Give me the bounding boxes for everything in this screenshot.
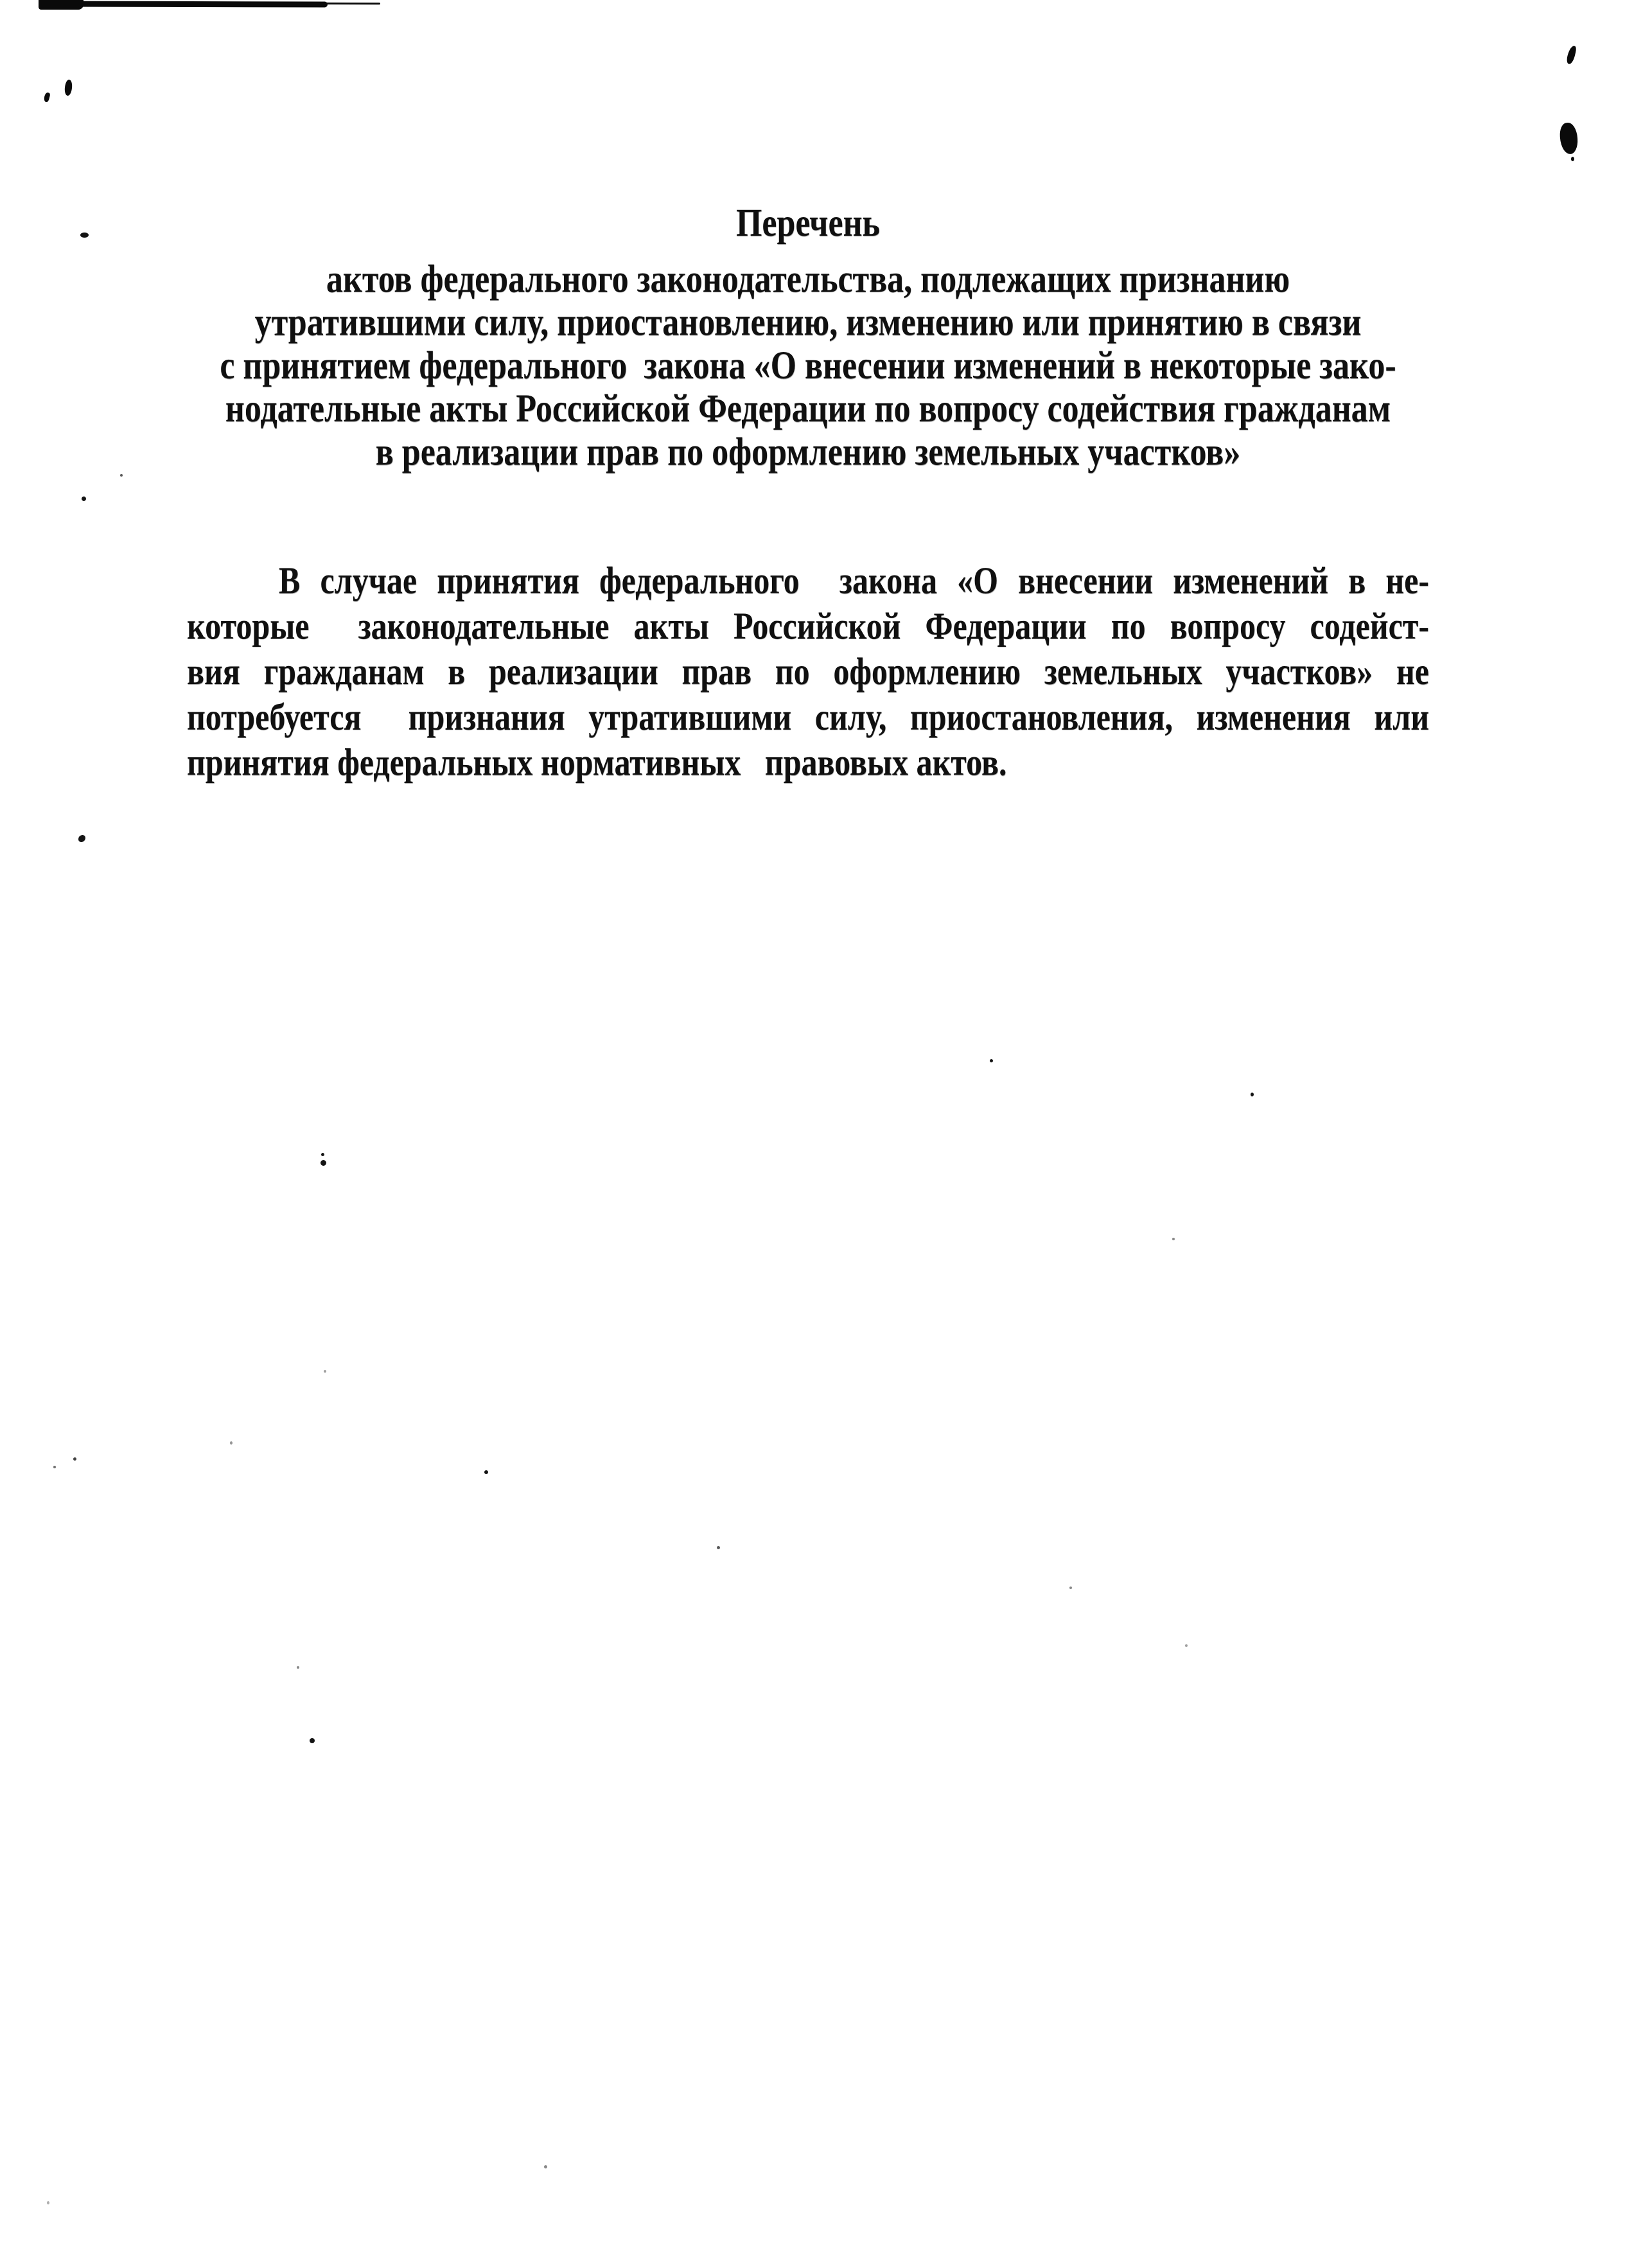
- ink-speck: [297, 1666, 299, 1669]
- ink-speck: [78, 835, 85, 842]
- ink-speck: [82, 497, 86, 501]
- ink-speck: [47, 2201, 49, 2204]
- ink-speck: [53, 1466, 56, 1468]
- title-line: актов федерального законодательства, подлежащих признанию: [326, 258, 1290, 301]
- title-line: нодательные акты Российской Федерации по вопросу содействия гражданам: [225, 387, 1391, 431]
- ink-speck: [73, 1457, 76, 1461]
- scan-streak-tail: [321, 3, 380, 4]
- ink-speck: [1172, 1238, 1175, 1240]
- ink-speck: [321, 1153, 324, 1156]
- document-title: Перечень: [735, 202, 881, 245]
- body-paragraph: [187, 558, 1429, 785]
- title-line: утратившими силу, приостановлению, изменению или принятию в связи: [254, 301, 1362, 344]
- document-title-block: [187, 202, 1429, 474]
- ink-speck: [717, 1546, 720, 1549]
- paragraph-line: которые законодательные акты Российской Федерации по вопросу содейст-: [187, 604, 1429, 647]
- ink-speck: [310, 1738, 315, 1743]
- paragraph-line: вия гражданам в реализации прав по оформлению земельных участков» не: [187, 649, 1429, 693]
- ink-speck: [484, 1470, 488, 1474]
- paragraph-line: В случае принятия федерального закона «О внесении изменений в не-: [279, 559, 1429, 602]
- ink-speck: [990, 1059, 993, 1062]
- ink-mark-top-left-large: [64, 79, 73, 96]
- scan-streak-line: [40, 1, 328, 8]
- ink-speck: [1069, 1587, 1072, 1589]
- ink-speck: [321, 1160, 326, 1166]
- title-line: в реализации прав по оформлению земельных участков»: [375, 430, 1241, 474]
- ink-speck: [80, 233, 89, 238]
- ink-mark-top-right-blob: [1559, 122, 1578, 155]
- ink-mark-top-right-dot: [1571, 157, 1574, 161]
- ink-speck: [120, 474, 123, 477]
- ink-mark-top-left-small: [43, 92, 50, 102]
- paragraph-line: принятия федеральных нормативных правовых актов.: [187, 741, 1007, 784]
- ink-speck: [1251, 1093, 1254, 1096]
- paragraph-line: потребуется признания утратившими силу, приостановления, изменения или: [187, 695, 1429, 738]
- ink-speck: [230, 1441, 233, 1445]
- ink-speck: [544, 2165, 547, 2168]
- ink-mark-top-right-apostrophe: [1566, 45, 1577, 65]
- title-line: с принятием федерального закона «О внесении изменений в некоторые зако-: [220, 344, 1396, 388]
- ink-speck: [1185, 1644, 1188, 1647]
- ink-speck: [324, 1370, 326, 1373]
